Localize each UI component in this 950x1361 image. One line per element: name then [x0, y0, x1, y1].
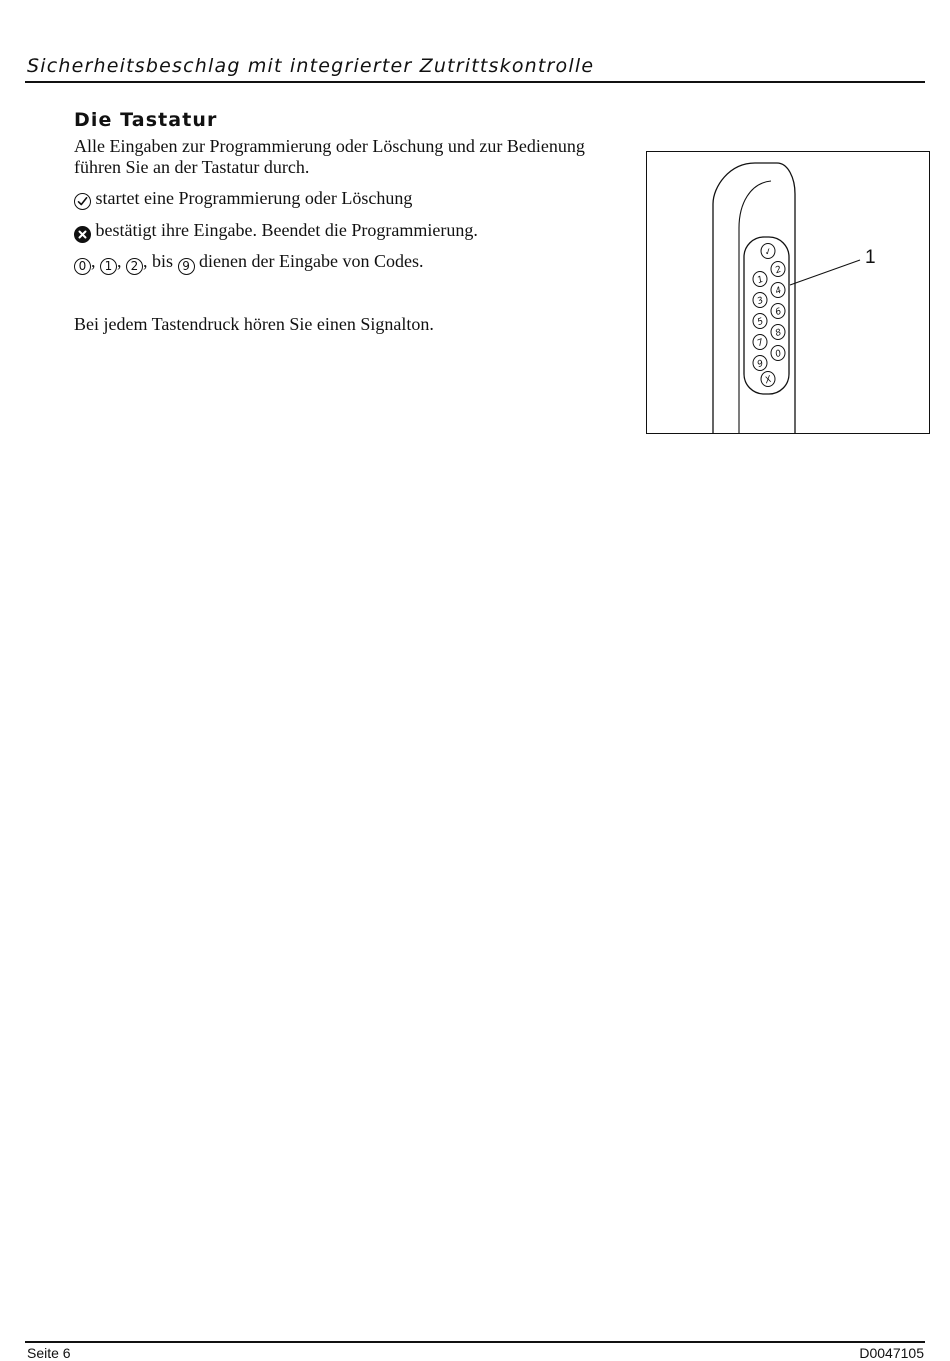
keypad-key-label: 8: [774, 327, 783, 340]
signal-note: Bei jedem Tastendruck hören Sie einen Signalton.: [74, 314, 434, 334]
keypad-key-label: 5: [756, 316, 765, 329]
intro-line-2: führen Sie an der Tastatur durch.: [74, 157, 310, 177]
document-header-title: Sicherheitsbeschlag mit integrierter Zutrittskontrolle: [27, 55, 595, 77]
keypad-key-label: 6: [774, 306, 783, 319]
keypad-callout-number: 1: [865, 247, 876, 268]
section-heading: Die Tastatur: [74, 109, 218, 131]
footer-document-id: D0047105: [859, 1345, 924, 1361]
keypad-figure: [646, 151, 930, 434]
digit-keys-description: [74, 251, 423, 275]
check-key-text: startet eine Programmierung oder Löschung: [95, 188, 413, 208]
digit-separator: , bis: [143, 251, 174, 271]
x-key-description: [74, 220, 478, 243]
header-rule: [25, 81, 925, 83]
intro-paragraph: [74, 136, 585, 178]
footer-rule: [25, 1341, 925, 1343]
keypad-key-label: ✓: [763, 246, 774, 259]
x-key-icon: [74, 226, 91, 243]
check-key-icon: [74, 193, 91, 210]
keypad-key-label: 1: [756, 274, 765, 287]
check-key-description: [74, 188, 412, 210]
keypad-key-label: 7: [756, 337, 765, 350]
keypad-key-label: 3: [756, 295, 765, 308]
digit-9-key-icon: 9: [178, 258, 195, 275]
intro-line-1: Alle Eingaben zur Programmierung oder Löschung und zur Bedienung: [74, 136, 585, 156]
keypad-key-label: X: [763, 374, 774, 387]
digit-separator: ,: [91, 251, 96, 271]
digit-0-key-icon: 0: [74, 258, 91, 275]
digit-1-key-icon: 1: [100, 258, 117, 275]
digit-keys-text: dienen der Eingabe von Codes.: [199, 251, 424, 271]
digit-2-key-icon: 2: [126, 258, 143, 275]
keypad-key-label: 4: [774, 285, 783, 298]
keypad-illustration: [647, 152, 930, 434]
digit-separator: ,: [117, 251, 122, 271]
keypad-key-label: 2: [774, 264, 783, 277]
x-key-text: bestätigt ihre Eingabe. Beendet die Programmierung.: [95, 220, 478, 240]
keypad-key-label: 0: [774, 348, 783, 361]
footer-page-number: Seite 6: [27, 1345, 71, 1361]
keypad-key-label: 9: [756, 358, 765, 371]
